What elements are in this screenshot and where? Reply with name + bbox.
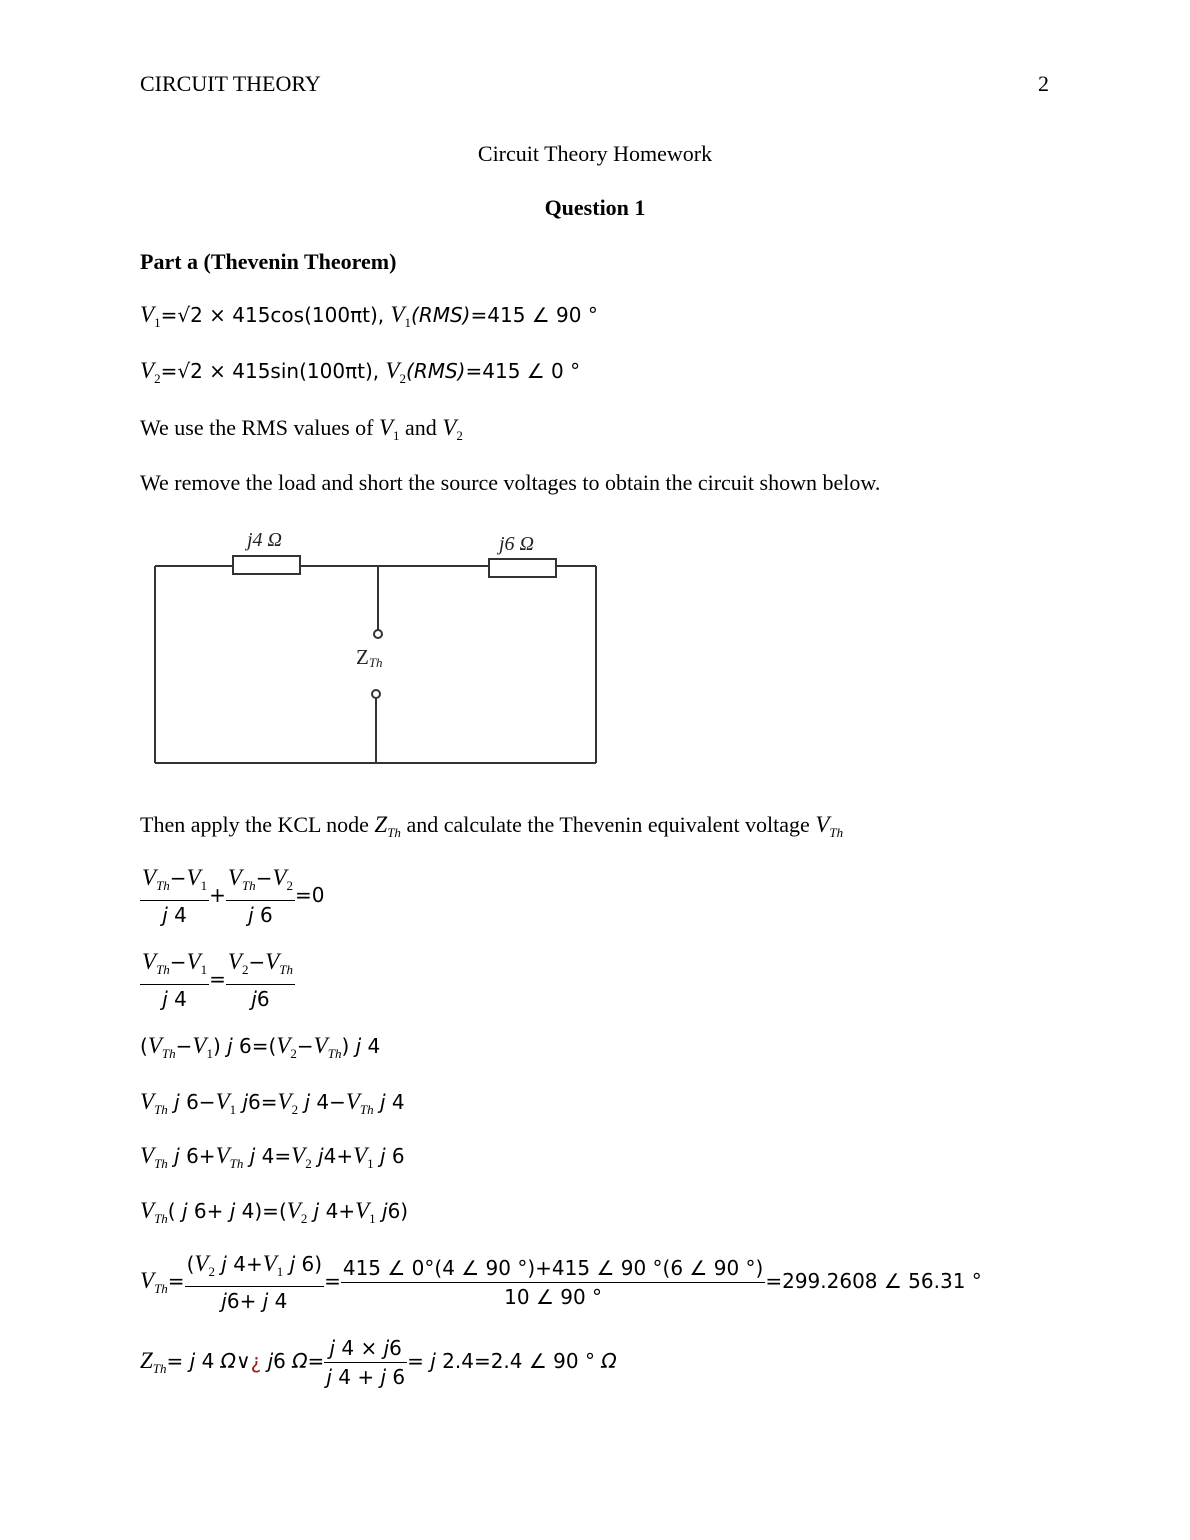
derivation-step-5: $V_{Th}$ j $6+V_{Th}$ j $4=V_2$ $j4+V_1$ j 6 xyxy=(140,1143,405,1171)
part-heading: Part a (Thevenin Theorem) xyxy=(140,249,397,274)
kcl-paragraph: Then apply the KCL node $Z_{Th}$ and calculate the Thevenin equivalent voltage $V_{Th}$ xyxy=(140,812,844,840)
encoding-glitch-char: ¿ xyxy=(250,1349,262,1373)
derivation-step-4: $V_{Th}$ j $6-V_1$ $j6=V_2$ j $4-V_{Th}$ j 4 xyxy=(140,1089,405,1117)
right-impedance-label: j6 Ω xyxy=(499,533,535,555)
document-title: Circuit Theory Homework xyxy=(477,141,713,166)
derivation-step-7: $V_{Th}=$ $\frac{(V_2 j 4+V_1 j 6)}{j6+ j 4}$ = $\frac{415 \angle 0^\circ(4 \angle 90 ^\circ)+415 \angle 90 ^\circ(6 \angle 90 ^\circ)}{10 \angle 90 ^\circ}$ =299.2608 ∠ 56.31 ° xyxy=(140,1251,982,1313)
derivation-step-8: $Z_{Th}= j$ 4 Ω∨¿ j6 Ω= $\frac{j 4 \times j6}{j 4 + j 6}$ = j 2.4=2.4 ∠ 90 ° Ω xyxy=(140,1336,617,1389)
zth-terminal-label: ZTh xyxy=(356,645,383,670)
running-head: CIRCUIT THEORY xyxy=(140,71,321,96)
derivation-step-2: $\frac{V_{Th}-V_1}{j 4}$ = $\frac{V_2-V_{Th}}{j6}$ xyxy=(142,949,294,1011)
derivation-step-6: $V_{Th}$( j 6+ j $4)=(V_2$ j $4+V_1$ j6) xyxy=(140,1198,409,1226)
circuit-diagram xyxy=(140,515,610,775)
derivation-step-1: $\frac{V_{Th}-V_1}{j 4}$ + $\frac{V_{Th}-V_2}{j 6}$ =0 xyxy=(142,865,325,927)
equation-v2: $V_2=√2 \times 415\sin(100\pi t)$, $V_2(RMS)=415$ ∠ 0 ° xyxy=(140,358,581,386)
remove-load-paragraph: We remove the load and short the source voltages to obtain the circuit shown below. xyxy=(140,470,881,495)
question-heading: Question 1 xyxy=(544,195,646,220)
circuit-schematic xyxy=(140,515,610,775)
left-impedance-label: j4 Ω xyxy=(247,529,283,551)
page-number: 2 xyxy=(1038,71,1049,96)
rms-note: We use the RMS values of $V_1$ and $V_2$ xyxy=(140,415,463,443)
derivation-step-3: $(V_{Th}-V_1)$ j $6=(V_2-V_{Th})$ j 4 xyxy=(140,1033,381,1061)
equation-v1: $V_1=√2 \times 415\cos(100\pi t)$, $V_1(RMS)=415$ ∠ 90 ° xyxy=(140,302,598,330)
